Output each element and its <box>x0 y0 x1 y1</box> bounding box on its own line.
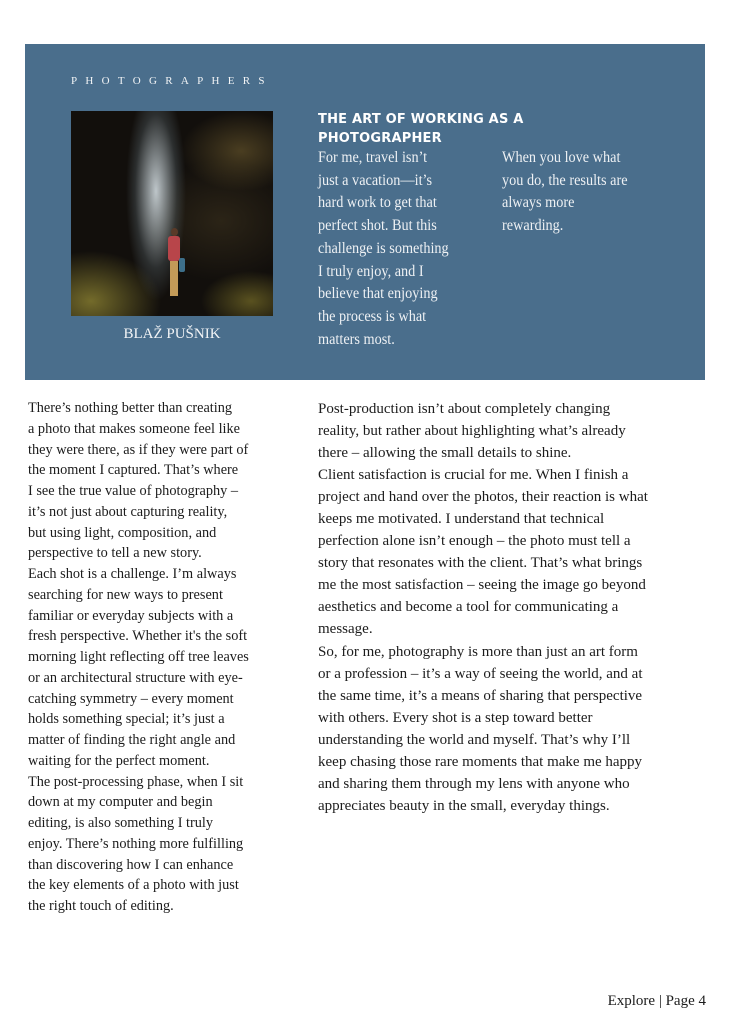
text-line: always more <box>502 194 575 212</box>
text-line: aesthetics and become a tool for communicating a <box>318 599 619 616</box>
text-line: waiting for the perfect moment. <box>28 752 210 769</box>
text-line: the same time, it’s a means of sharing that perspective <box>318 687 643 704</box>
body-column-2 <box>318 398 648 817</box>
text-line: editing, is also something I truly <box>28 815 214 831</box>
text-line: I see the true value of photography – <box>28 483 239 499</box>
text-line: than discovering how I can enhance <box>28 856 234 873</box>
text-line: fresh perspective. Whether it's the soft <box>28 628 248 645</box>
header-panel <box>25 44 705 380</box>
text-line: or a profession – it’s a way of seeing the world, and at <box>318 665 643 682</box>
text-line: the process is what <box>318 307 427 325</box>
text-line: down at my computer and begin <box>28 794 213 811</box>
text-line: There’s nothing better than creating <box>28 400 233 416</box>
text-line: So, for me, photography is more than just an art form <box>318 643 638 660</box>
intro-column-1 <box>318 147 449 351</box>
text-line: morning light reflecting off tree leaves <box>28 649 249 665</box>
text-line: and sharing them through my lens with anyone who <box>318 775 630 792</box>
text-line: The post-processing phase, when I sit <box>28 773 244 790</box>
article-headline <box>318 110 638 148</box>
text-line: message. <box>318 621 373 638</box>
text-line: perfection alone isn’t enough – the photo must tell a <box>318 533 631 550</box>
text-line: believe that enjoying <box>318 285 438 303</box>
section-kicker: PHOTOGRAPHERS <box>71 75 273 87</box>
text-line: catching symmetry – every moment <box>28 690 234 707</box>
text-line: PHOTOGRAPHER <box>318 131 442 146</box>
text-line: understanding the world and myself. That’s why I’ll <box>318 731 631 748</box>
text-line: there – allowing the small details to shine. <box>318 445 572 462</box>
photo-person-figure <box>168 228 180 298</box>
text-line: Post-production isn’t about completely changing <box>318 401 611 417</box>
text-line: hard work to get that <box>318 194 437 212</box>
page-footer: Explore | Page 4 <box>607 993 706 1009</box>
text-line: they were there, as if they were part of <box>28 441 249 458</box>
text-line: Client satisfaction is crucial for me. When I finish a <box>318 467 629 484</box>
text-line: keeps me motivated. I understand that technical <box>318 511 605 528</box>
text-line: perfect shot. But this <box>318 217 437 235</box>
text-line: the right touch of editing. <box>28 898 174 914</box>
text-line: challenge is something <box>318 239 449 257</box>
text-line: When you love what <box>502 149 621 166</box>
text-line: rewarding. <box>502 217 564 235</box>
text-line: perspective to tell a new story. <box>28 545 202 562</box>
text-line: story that resonates with the client. That’s what brings <box>318 555 643 572</box>
text-line: keep chasing those rare moments that make me happy <box>318 753 643 770</box>
text-line: me the most satisfaction – seeing the image go beyond <box>318 577 646 594</box>
text-line: enjoy. There’s nothing more fulfilling <box>28 835 244 852</box>
text-line: holds something special; it’s just a <box>28 711 225 728</box>
photo-caption: BLAŽ PUŠNIK <box>123 326 221 342</box>
body-column-1 <box>28 398 249 917</box>
text-line: matters most. <box>318 330 395 348</box>
text-line: For me, travel isn’t <box>318 149 428 166</box>
text-line: I truly enjoy, and I <box>318 262 424 280</box>
text-line: matter of finding the right angle and <box>28 732 236 748</box>
text-line: or an architectural structure with eye- <box>28 669 243 686</box>
photographer-photo <box>71 111 273 316</box>
text-line: it’s not just about capturing reality, <box>28 503 228 520</box>
text-line: the moment I captured. That’s where <box>28 462 239 479</box>
text-line: the key elements of a photo with just <box>28 877 239 894</box>
text-line: project and hand over the photos, their reaction is what <box>318 489 648 506</box>
text-line: a photo that makes someone feel like <box>28 420 241 437</box>
text-line: appreciates beauty in the small, everyday things. <box>318 797 610 814</box>
text-line: Each shot is a challenge. I’m always <box>28 566 237 582</box>
text-line: searching for new ways to present <box>28 586 223 603</box>
text-line: you do, the results are <box>502 171 628 189</box>
text-line: just a vacation—it’s <box>318 171 433 189</box>
text-line: with others. Every shot is a step toward better <box>318 709 593 726</box>
intro-column-2 <box>502 147 628 238</box>
text-line: but using light, composition, and <box>28 524 217 541</box>
text-line: THE ART OF WORKING AS A <box>318 112 524 127</box>
text-line: reality, but rather about highlighting what’s already <box>318 423 626 440</box>
text-line: familiar or everyday subjects with a <box>28 607 234 624</box>
